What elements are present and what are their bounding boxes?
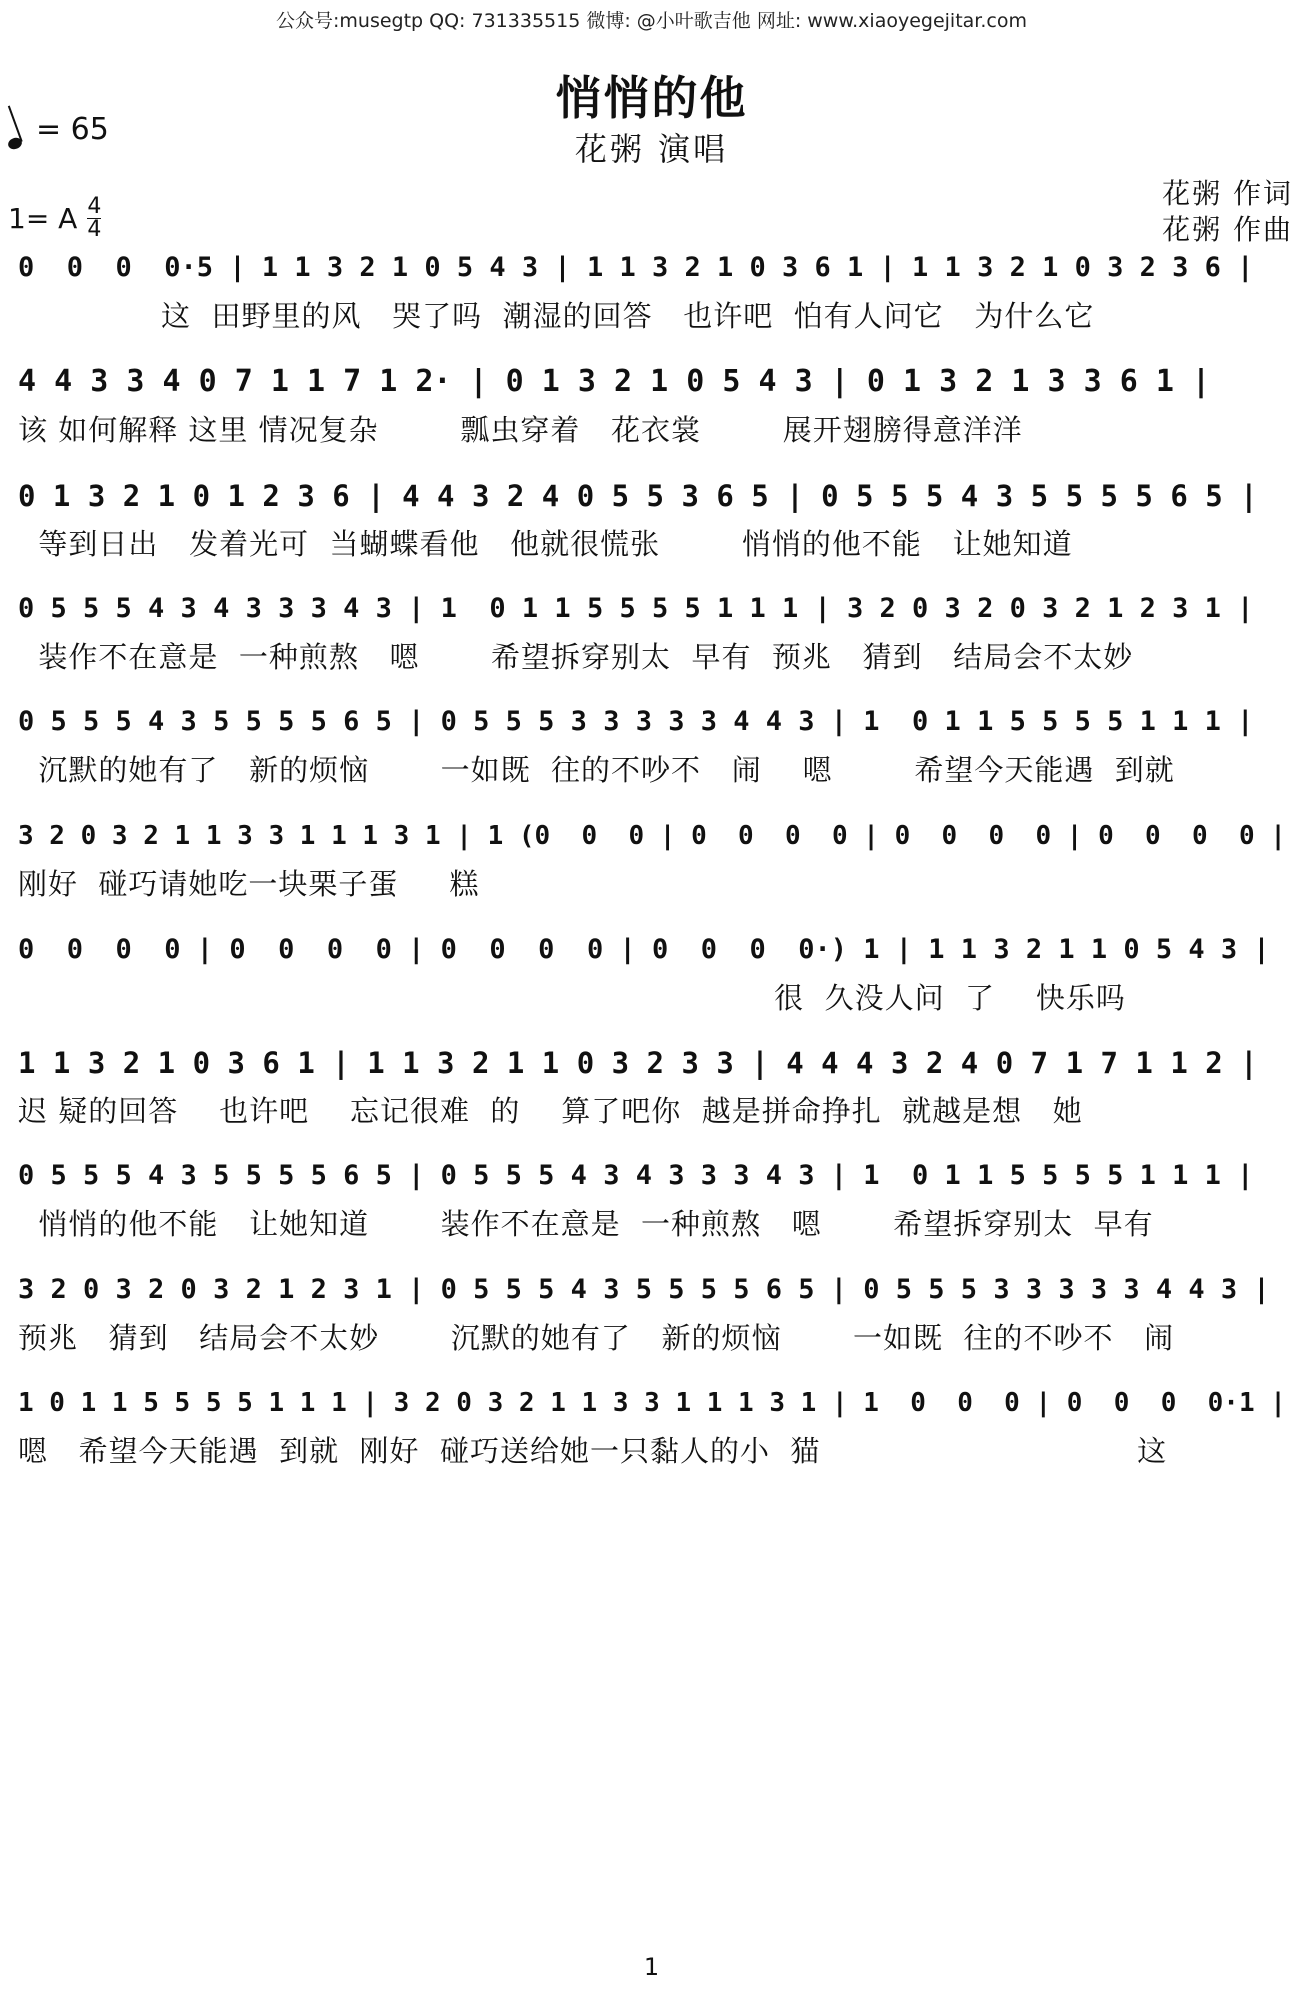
song-title: 悄悄的他 [555,71,748,125]
notes-line: 1 1 3 2 1 0 3 6 1 | 1 1 3 2 1 1 0 3 2 3 3 | 4 4 4 3 2 4 0 7 1 7 1 1 2 | [18,1046,1258,1080]
credits [1162,176,1293,248]
notes-line: 3 2 0 3 2 0 3 2 1 2 3 1 | 0 5 5 5 4 3 5 5 5 5 6 5 | 0 5 5 5 3 3 3 3 3 4 4 3 | [18,1274,1270,1305]
key-signature [8,196,101,241]
lyrics-line: 嗯 希望今天能遇 到就 刚好 碰巧送给她一只黏人的小 猫 这 [18,1434,1168,1468]
notes-line: 4 4 3 3 4 0 7 1 1 7 1 2· | 0 1 3 2 1 0 5 4 3 | 0 1 3 2 1 3 3 6 1 | [18,364,1211,399]
notes-line: 1 0 1 1 5 5 5 5 1 1 1 | 3 2 0 3 2 1 1 3 3 1 1 1 3 1 | 1 0 0 0 | 0 0 0 0·1 | [18,1388,1286,1418]
time-signature [87,196,101,241]
lyrics-line: 装作不在意是 一种煎熬 嗯 希望拆穿别太 早有 预兆 猜到 结局会不太妙 [18,640,1134,674]
page-header: 公众号:musegtp QQ: 731335515 微博: @小叶歌吉他 网址: www.xiaoyegejitar.com [276,10,1027,32]
lyrics-line: 这 田野里的风 哭了吗 潮湿的回答 也许吧 怕有人问它 为什么它 [18,299,1095,333]
lyrics-line: 预兆 猜到 结局会不太妙 沉默的她有了 新的烦恼 一如既 往的不吵不 闹 [18,1321,1175,1355]
lyrics-line: 等到日出 发着光可 当蝴蝶看他 他就很慌张 悄悄的他不能 让她知道 [18,527,1073,561]
notes-line: 0 0 0 0 | 0 0 0 0 | 0 0 0 0 | 0 0 0 0·) 1 | 1 1 3 2 1 1 0 5 4 3 | [18,934,1270,965]
lyrics-line: 迟 疑的回答 也许吧 忘记很难 的 算了吧你 越是拼命挣扎 就越是想 她 [18,1094,1083,1128]
singer-line: 花粥 演唱 [574,130,729,168]
notes-line: 0 5 5 5 4 3 5 5 5 5 6 5 | 0 5 5 5 4 3 4 3 3 3 4 3 | 1 0 1 1 5 5 5 5 1 1 1 | [18,1160,1254,1191]
key-label: 1= A [8,202,78,235]
time-sig-bottom: 4 [87,217,102,242]
notes-line: 3 2 0 3 2 1 1 3 3 1 1 1 3 1 | 1 (0 0 0 | 0 0 0 0 | 0 0 0 0 | 0 0 0 0 | [18,821,1286,851]
lyrics-line: 沉默的她有了 新的烦恼 一如既 往的不吵不 闹 嗯 希望今天能遇 到就 [18,753,1175,787]
lyrics-line: 刚好 碰巧请她吃一块栗子蛋 糕 [18,867,480,901]
tempo-value: = 65 [36,112,109,147]
time-sig-top: 4 [87,194,102,219]
composer-credit: 花粥 作曲 [1162,213,1293,246]
lyricist-credit: 花粥 作词 [1162,177,1293,210]
notes-line: 0 5 5 5 4 3 4 3 3 3 4 3 | 1 0 1 1 5 5 5 5 1 1 1 | 3 2 0 3 2 0 3 2 1 2 3 1 | [18,593,1254,624]
notes-line: 0 0 0 0·5 | 1 1 3 2 1 0 5 4 3 | 1 1 3 2 1 0 3 6 1 | 1 1 3 2 1 0 3 2 3 6 | [18,252,1254,283]
page-number: 1 [643,1953,660,1981]
lyrics-line: 悄悄的他不能 让她知道 装作不在意是 一种煎熬 嗯 希望拆穿别太 早有 [18,1207,1154,1241]
lyrics-line: 很 久没人问 了 快乐吗 [18,981,1126,1015]
lyrics-line: 该 如何解释 这里 情况复杂 瓢虫穿着 花衣裳 展开翅膀得意洋洋 [18,413,1023,447]
notes-line: 0 5 5 5 4 3 5 5 5 5 6 5 | 0 5 5 5 3 3 3 3 3 4 4 3 | 1 0 1 1 5 5 5 5 1 1 1 | [18,706,1254,737]
notes-line: 0 1 3 2 1 0 1 2 3 6 | 4 4 3 2 4 0 5 5 3 6 5 | 0 5 5 5 4 3 5 5 5 5 6 5 | [18,479,1258,513]
